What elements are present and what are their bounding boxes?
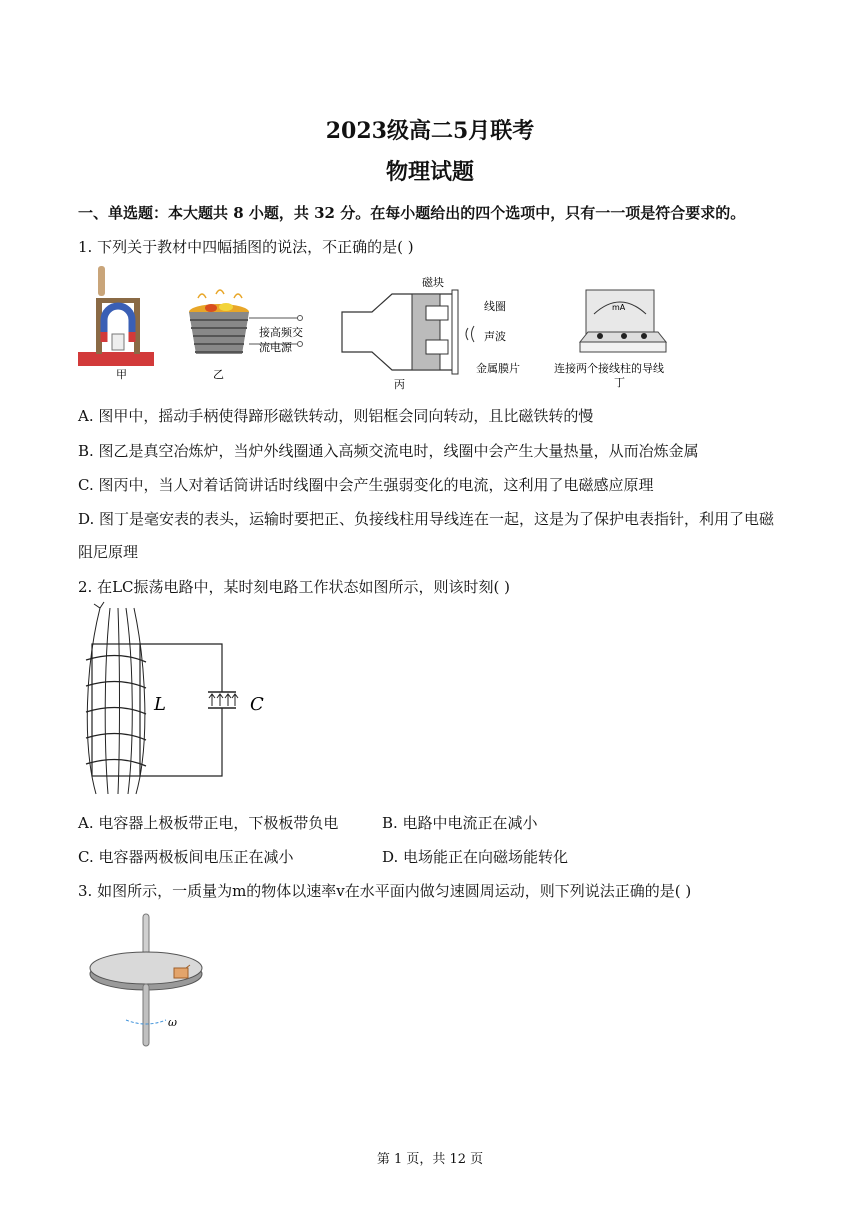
- q2-option-a[interactable]: A. 电容器上极板带正电，下极板带负电: [78, 814, 339, 832]
- q2-option-d[interactable]: D. 电场能正在向磁场能转化: [382, 848, 569, 866]
- exam-subtitle: 物理试题: [385, 159, 474, 185]
- q1-option-d-cont: 阻尼原理: [78, 543, 139, 561]
- capacitor-label: C: [250, 694, 264, 715]
- q2-option-b[interactable]: B. 电路中电流正在减小: [382, 814, 538, 832]
- fig-label-jia: 甲: [116, 368, 127, 381]
- figure-yi: [189, 290, 303, 381]
- q2-stem: 2. 在LC振荡电路中，某时刻电路工作状态如图所示，则该时刻( ): [78, 578, 510, 596]
- q1-stem: 1. 下列关于教材中四幅插图的说法，不正确的是( ): [78, 238, 414, 256]
- fig-bing-jinshu: 金属膜片: [476, 362, 520, 375]
- fig-label-yi: 乙: [213, 368, 224, 381]
- page-footer: 第 1 页，共 12 页: [376, 1152, 484, 1167]
- fig-yi-text1: 接高频交: [259, 326, 303, 339]
- q2-option-c[interactable]: C. 电容器两极板间电压正在减小: [78, 848, 294, 866]
- q1-option-b[interactable]: B. 图乙是真空冶炼炉，当炉外线圈通入高频交流电时，线圈中会产生大量热量，从而冶炼金属: [78, 442, 699, 460]
- fig-bing-cikuai: 磁块: [422, 276, 444, 289]
- q1-option-c[interactable]: C. 图丙中，当人对着话筒讲话时线圈中会产生强弱变化的电流，这利用了电磁感应原理: [78, 476, 654, 494]
- fig-bing-shengbo: 声波: [484, 330, 506, 343]
- omega-label: ω: [168, 1016, 177, 1029]
- q3-turntable-figure: [88, 912, 218, 1052]
- fig-ding-ma: mA: [612, 303, 626, 312]
- figure-ding: [554, 290, 666, 389]
- q1-figures: [76, 262, 696, 391]
- exam-title: 2023级高二5月联考: [325, 118, 535, 144]
- fig-label-ding: 丁: [614, 376, 625, 389]
- figure-jia: [78, 266, 154, 381]
- fig-bing-xianquan: 线圈: [484, 300, 506, 313]
- q1-option-d[interactable]: D. 图丁是毫安表的表头，运输时要把正、负接线柱用导线连在一起，这是为了保护电表指针，利用了电磁: [78, 510, 775, 528]
- inductor-label: L: [154, 694, 166, 715]
- section-heading: 一、单选题：本大题共 8 小题，共 32 分。在每小题给出的四个选项中，只有一一项是符合要求的。: [78, 204, 746, 222]
- q1-option-a[interactable]: A. 图甲中，摇动手柄使得蹄形磁铁转动，则铝框会同向转动，且比磁铁转的慢: [78, 407, 594, 425]
- fig-label-bing: 丙: [394, 378, 405, 391]
- q3-stem: 3. 如图所示，一质量为m的物体以速率v在水平面内做匀速圆周运动，则下列说法正确的是( ): [78, 882, 692, 900]
- q2-lc-circuit: [82, 604, 282, 800]
- figure-bing: [342, 275, 520, 391]
- fig-yi-text2: 流电源: [259, 341, 292, 354]
- fig-ding-text: 连接两个接线柱的导线: [554, 362, 664, 375]
